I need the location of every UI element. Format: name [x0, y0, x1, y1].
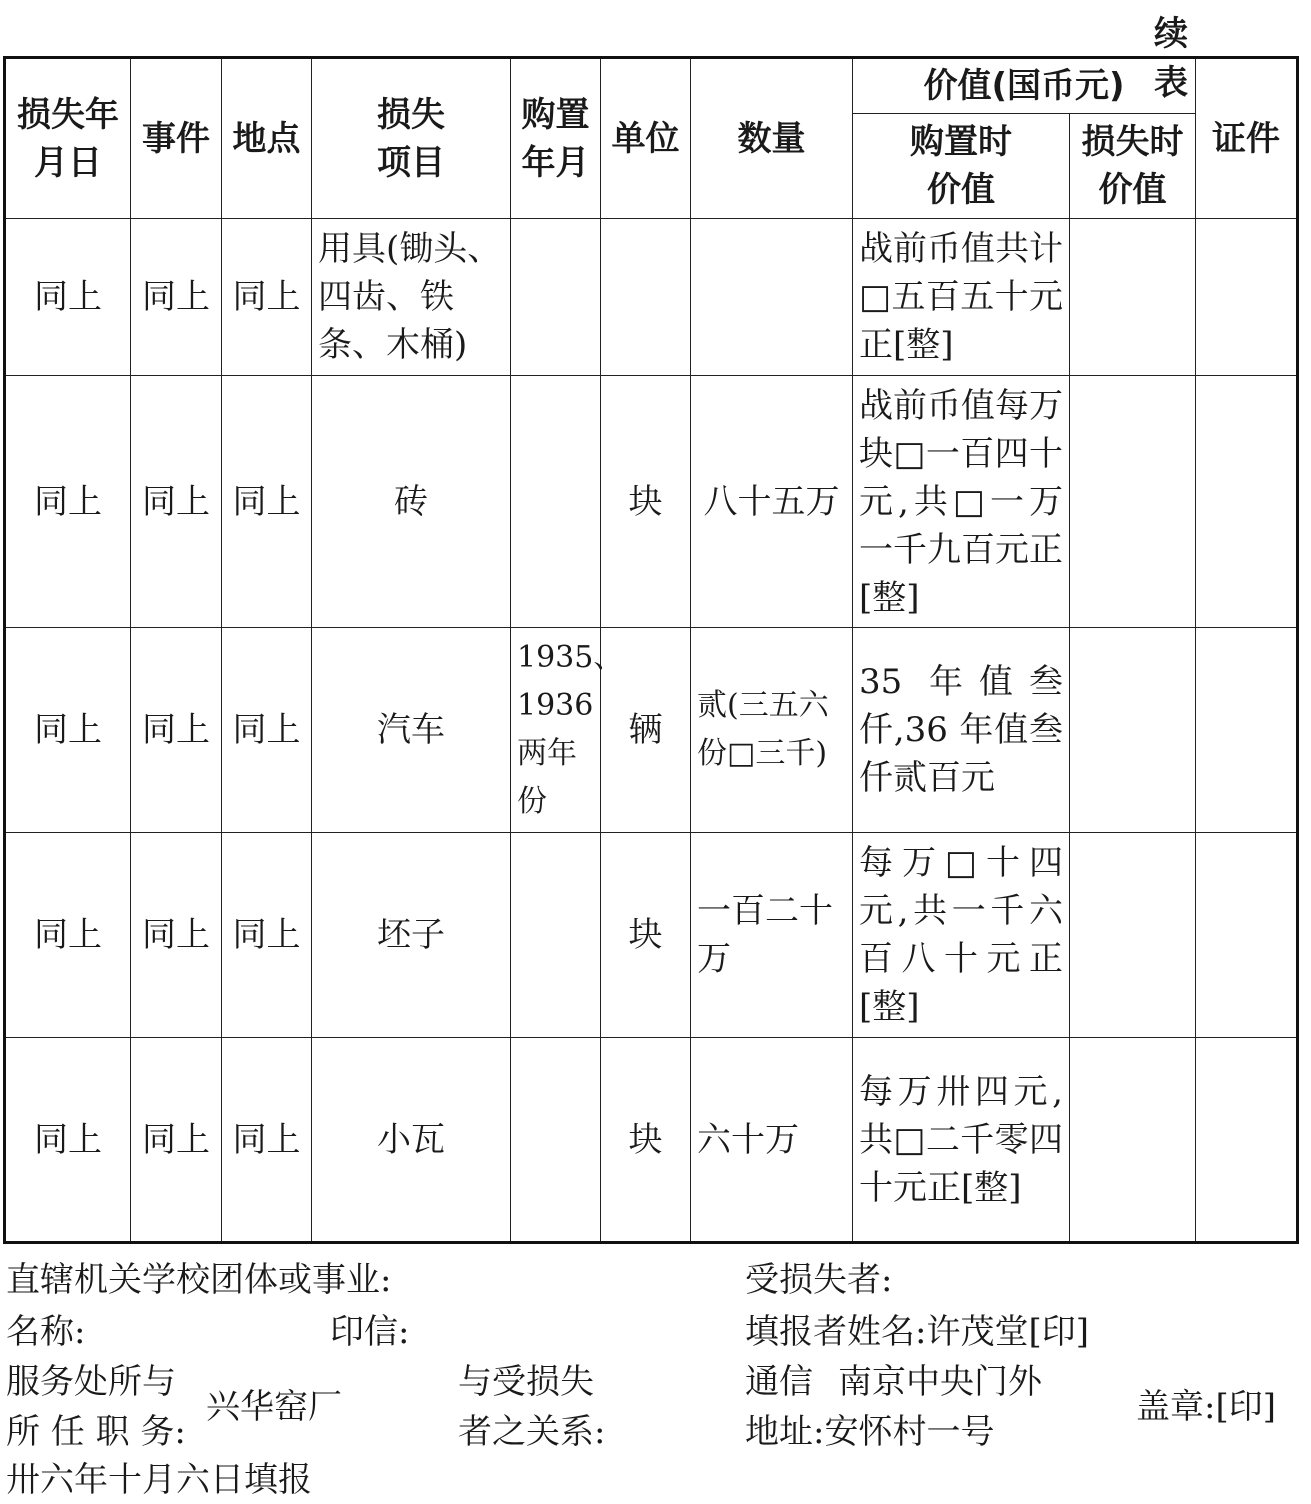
cell-quantity: 贰(三五六份□三千): [691, 628, 853, 833]
relation-label-2: 者之关系:: [458, 1412, 606, 1452]
cell-value-at-purchase: 每万□十四元,共一千六百八十元正[整]: [853, 833, 1070, 1038]
cell-purchase-date: [511, 219, 601, 376]
cell-value-at-purchase: 每万卅四元,共□二千零四十元正[整]: [853, 1038, 1070, 1243]
table-row: [5, 376, 1298, 628]
cell-value-at-loss: [1070, 1038, 1196, 1243]
header-purchase-date: 购置 年月: [511, 58, 601, 219]
cell-value-at-loss: [1070, 376, 1196, 628]
cell-purchase-date: [511, 833, 601, 1038]
cell-value-at-loss: [1070, 219, 1196, 376]
cell-unit: 辆: [601, 628, 691, 833]
address-label: 地址:安怀村一号: [745, 1412, 995, 1452]
header-value-at-purchase: 购置时 价值: [853, 114, 1070, 219]
table-row: [5, 219, 1298, 376]
cell-item: 小瓦: [312, 1038, 511, 1243]
cell-certificate: [1196, 628, 1298, 833]
table-row: [5, 1038, 1298, 1243]
header-date: 损失年 月日: [5, 58, 131, 219]
cell-item: 汽车: [312, 628, 511, 833]
comm-label: 通信: [745, 1362, 813, 1402]
office-label-2: 所 任 职 务:: [6, 1412, 186, 1452]
cell-date: 同上: [5, 219, 131, 376]
header-certificate: 证件: [1196, 58, 1298, 219]
cell-date: 同上: [5, 628, 131, 833]
table-row: [5, 833, 1298, 1038]
stamp-label: 盖章:[印]: [1136, 1387, 1276, 1427]
cell-place: 同上: [222, 219, 312, 376]
cell-value-at-purchase: 35 年值叁仟,36 年值叁仟贰百元: [853, 628, 1070, 833]
cell-unit: 块: [601, 376, 691, 628]
cell-certificate: [1196, 1038, 1298, 1243]
cell-date: 同上: [5, 833, 131, 1038]
reporter-label: 填报者姓名:许茂堂[印]: [745, 1312, 1089, 1352]
org-label: 直辖机关学校团体或事业:: [6, 1260, 392, 1300]
cell-value-at-purchase: 战前币值共计□五百五十元正[整]: [853, 219, 1070, 376]
cell-event: 同上: [131, 376, 222, 628]
cell-event: 同上: [131, 833, 222, 1038]
cell-unit: 块: [601, 833, 691, 1038]
seal-label: 印信:: [330, 1312, 410, 1352]
cell-value-at-loss: [1070, 628, 1196, 833]
cell-date: 同上: [5, 1038, 131, 1243]
cell-item: 砖: [312, 376, 511, 628]
header-item: 损失 项目: [312, 58, 511, 219]
relation-label-1: 与受损失: [458, 1362, 594, 1402]
cell-event: 同上: [131, 1038, 222, 1243]
cell-quantity: 一百二十万: [691, 833, 853, 1038]
header-place: 地点: [222, 58, 312, 219]
cell-value-at-purchase: 战前币值每万块□一百四十元,共□一万一千九百元正[整]: [853, 376, 1070, 628]
header-value-at-loss: 损失时 价值: [1070, 114, 1196, 219]
comm-value: 南京中央门外: [838, 1362, 1042, 1402]
cell-place: 同上: [222, 1038, 312, 1243]
cell-unit: 块: [601, 1038, 691, 1243]
cell-certificate: [1196, 219, 1298, 376]
cell-place: 同上: [222, 376, 312, 628]
office-label-1: 服务处所与: [6, 1362, 176, 1402]
header-value-group: 价值(国币元): [853, 58, 1196, 114]
name-label: 名称:: [6, 1312, 86, 1352]
loss-table: [3, 56, 1299, 1244]
table-row: [5, 628, 1298, 833]
cell-unit: [601, 219, 691, 376]
cell-value-at-loss: [1070, 833, 1196, 1038]
cell-date: 同上: [5, 376, 131, 628]
cell-purchase-date: 1935、1936两年份: [511, 628, 601, 833]
cell-event: 同上: [131, 219, 222, 376]
cell-certificate: [1196, 833, 1298, 1038]
fill-date: 卅六年十月六日填报: [6, 1460, 312, 1500]
cell-quantity: 八十五万: [691, 376, 853, 628]
continued-label: 续 表: [1154, 14, 1224, 103]
cell-quantity: 六十万: [691, 1038, 853, 1243]
office-value: 兴华窑厂: [206, 1387, 342, 1427]
cell-certificate: [1196, 376, 1298, 628]
cell-event: 同上: [131, 628, 222, 833]
header-unit: 单位: [601, 58, 691, 219]
cell-purchase-date: [511, 376, 601, 628]
cell-purchase-date: [511, 1038, 601, 1243]
header-event: 事件: [131, 58, 222, 219]
cell-place: 同上: [222, 628, 312, 833]
cell-place: 同上: [222, 833, 312, 1038]
header-quantity: 数量: [691, 58, 853, 219]
victim-label: 受损失者:: [745, 1260, 893, 1300]
cell-item: 用具(锄头、四齿、铁条、木桶): [312, 219, 511, 376]
cell-quantity: [691, 219, 853, 376]
cell-item: 坯子: [312, 833, 511, 1038]
